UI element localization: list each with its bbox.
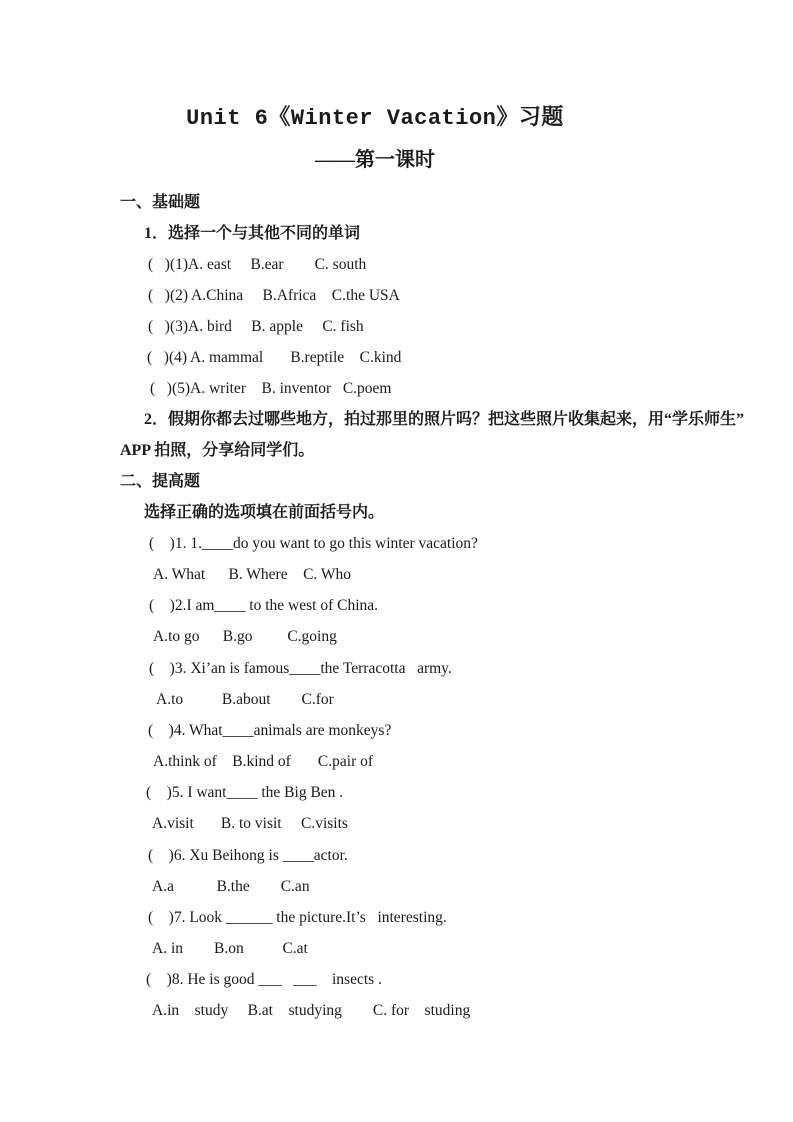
s2-question-2: ( )2.I am____ to the west of China. <box>149 597 379 614</box>
section2-instruction: 选择正确的选项填在前面括号内。 <box>144 504 385 521</box>
s2-question-3: ( )3. Xi’an is famous____the Terracotta army. <box>149 660 452 677</box>
section1-q1-item-2: ( )(2) A.China B.Africa C.the USA <box>148 287 400 304</box>
s2-question-7: ( )7. Look ______ the picture.It’s interesting. <box>148 909 447 926</box>
section2-header: 二、提高题 <box>120 473 201 490</box>
s2-question-1: ( )1. 1.____do you want to go this winter vacation? <box>149 535 478 552</box>
s2-options-5: A.visit B. to visit C.visits <box>152 815 348 832</box>
s2-question-6: ( )6. Xu Beihong is ____actor. <box>148 847 348 864</box>
section1-header: 一、基础题 <box>120 194 201 211</box>
page-subtitle: ——第一课时 <box>315 149 435 171</box>
section1-q1-item-3: ( )(3)A. bird B. apple C. fish <box>148 318 364 335</box>
s2-question-4: ( )4. What____animals are monkeys? <box>148 722 392 739</box>
section1-q1-prompt: 1．选择一个与其他不同的单词 <box>144 225 361 242</box>
s2-question-5: ( )5. I want____ the Big Ben . <box>146 784 344 801</box>
s2-options-4: A.think of B.kind of C.pair of <box>150 753 374 770</box>
section1-q2-line2: APP 拍照，分享给同学们。 <box>120 442 315 459</box>
page-title: Unit 6《Winter Vacation》习题 <box>186 106 564 131</box>
section1-q1-item-1: ( )(1)A. east B.ear C. south <box>148 256 367 273</box>
section1-q2-line1: 2．假期你都去过哪些地方，拍过那里的照片吗？把这些照片收集起来，用“学乐师生” <box>144 411 745 428</box>
s2-question-8: ( )8. He is good ___ ___ insects . <box>146 971 382 988</box>
s2-options-8: A.in study B.at studying C. for studing <box>152 1002 471 1019</box>
s2-options-6: A.a B.the C.an <box>152 878 310 895</box>
s2-options-7: A. in B.on C.at <box>152 940 308 957</box>
s2-options-2: A.to go B.go C.going <box>153 628 337 645</box>
s2-options-3: A.to B.about C.for <box>153 691 334 708</box>
section1-q1-item-4: ( )(4) A. mammal B.reptile C.kind <box>147 349 402 366</box>
section1-q1-item-5: ( )(5)A. writer B. inventor C.poem <box>150 380 392 397</box>
s2-options-1: A. What B. Where C. Who <box>153 566 352 583</box>
